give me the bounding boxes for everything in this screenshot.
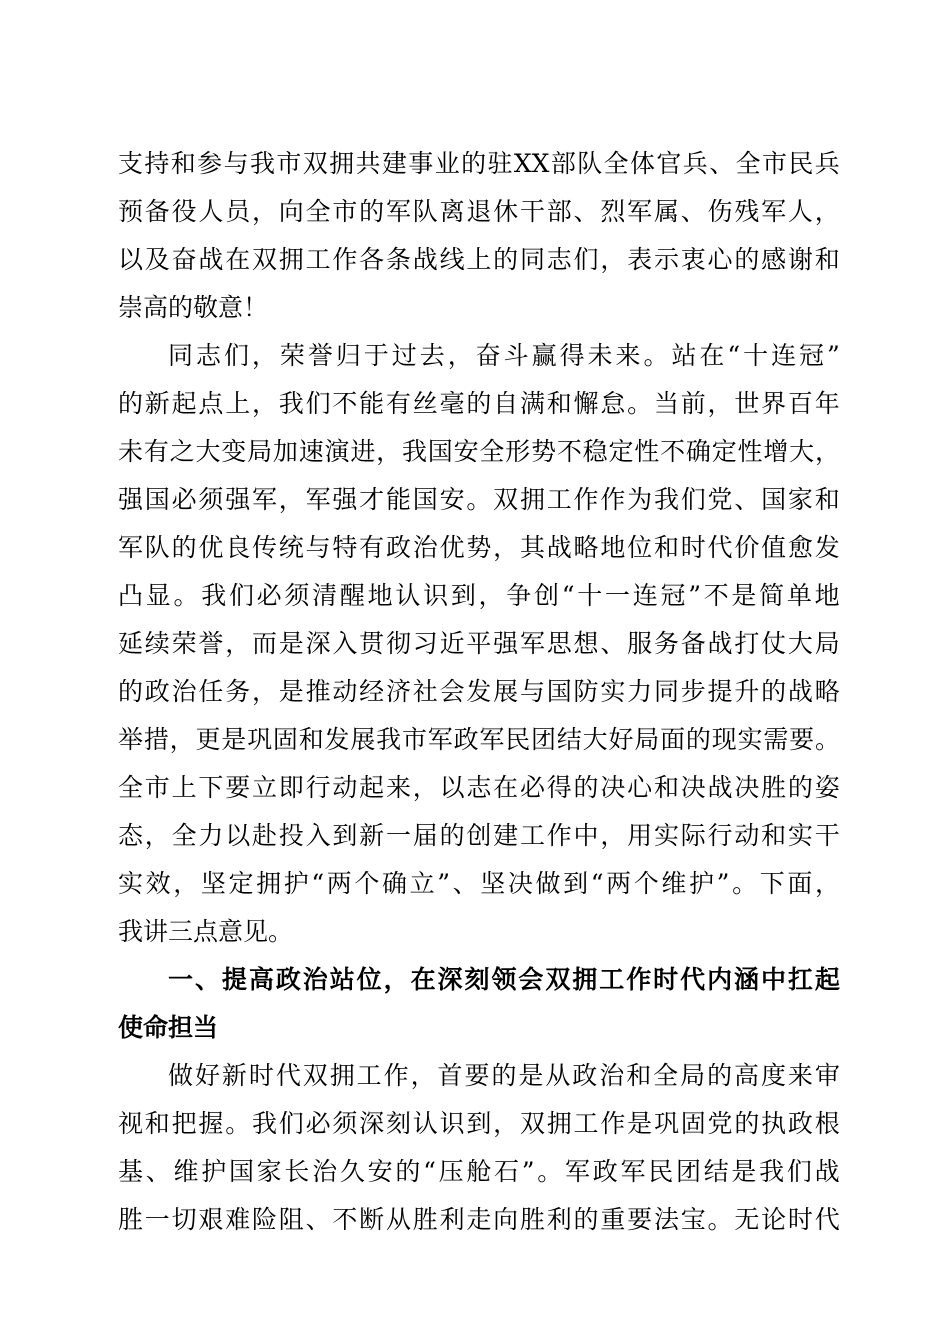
- text-line: 预 备 役 人 员 ， 向 全 市 的 军 队 离 退 休 干 部 、 烈 军 属 、 伤 残 军 人 ，: [118, 197, 840, 226]
- text-line: 视 和 把 握 。 我 们 必 须 深 刻 认 识 到 ， 双 拥 工 作 是 巩 固 党 的 执 政 根: [118, 1109, 840, 1138]
- text-line: 同 志 们 ， 荣 誉 归 于 过 去 ， 奋 斗 赢 得 未 来 。 站 在 “ 十 连 冠 ”: [168, 341, 840, 370]
- paragraph-1: [118, 140, 840, 332]
- heading-line: 一 、 提 高 政 治 站 位 ， 在 深 刻 领 会 双 拥 工 作 时 代 内 涵 中 扛 起: [168, 965, 840, 994]
- text-line: 凸 显 。 我 们 必 须 清 醒 地 认 识 到 ， 争 创 “ 十 一 连 冠 ” 不 是 简 单 地: [118, 581, 840, 610]
- paragraph-2: [118, 332, 840, 956]
- text-line: 以 及 奋 战 在 双 拥 工 作 各 条 战 线 上 的 同 志 们 ， 表 示 衷 心 的 感 谢 和: [118, 245, 840, 274]
- text-line: 未 有 之 大 变 局 加 速 演 进 ， 我 国 安 全 形 势 不 稳 定 性 不 确 定 性 增 大 ，: [118, 437, 840, 466]
- text-line: 的 新 起 点 上 ， 我 们 不 能 有 丝 毫 的 自 满 和 懈 怠 。 当 前 ， 世 界 百 年: [118, 389, 840, 418]
- heading-line: 使命担当: [118, 1013, 219, 1042]
- text-line: 全 市 上 下 要 立 即 行 动 起 来 ， 以 志 在 必 得 的 决 心 和 决 战 决 胜 的 姿: [118, 773, 840, 802]
- text-line: 我讲三点意见。: [118, 917, 294, 946]
- text-line: 强 国 必 须 强 军 ， 军 强 才 能 国 安 。 双 拥 工 作 作 为 我 们 党 、 国 家 和: [118, 485, 840, 514]
- text-line: 做 好 新 时 代 双 拥 工 作 ， 首 要 的 是 从 政 治 和 全 局 的 高 度 来 审: [168, 1061, 840, 1090]
- text-line: 军 队 的 优 良 传 统 与 特 有 政 治 优 势 ， 其 战 略 地 位 和 时 代 价 值 愈 发: [118, 533, 840, 562]
- text-line: 崇高的敬意！: [118, 293, 269, 322]
- text-line: 延 续 荣 誉 ， 而 是 深 入 贯 彻 习 近 平 强 军 思 想 、 服 务 备 战 打 仗 大 局: [118, 629, 840, 658]
- paragraph-3: [118, 1052, 840, 1244]
- text-line: 态 ， 全 力 以 赴 投 入 到 新 一 届 的 创 建 工 作 中 ， 用 实 际 行 动 和 实 干: [118, 821, 840, 850]
- text-line: 的 政 治 任 务 ， 是 推 动 经 济 社 会 发 展 与 国 防 实 力 同 步 提 升 的 战 略: [118, 677, 840, 706]
- document-page: [118, 140, 840, 1244]
- text-line: 支 持 和 参 与 我 市 双 拥 共 建 事 业 的 驻 XX 部 队 全 体 官 兵 、 全 市 民 兵: [118, 149, 840, 178]
- section-heading: [118, 956, 840, 1052]
- text-line: 基 、 维 护 国 家 长 治 久 安 的 “ 压 舱 石 ” 。 军 政 军 民 团 结 是 我 们 战: [118, 1157, 840, 1186]
- text-line: 胜 一 切 艰 难 险 阻 、 不 断 从 胜 利 走 向 胜 利 的 重 要 法 宝 。 无 论 时 代: [118, 1205, 840, 1234]
- text-line: 举 措 ， 更 是 巩 固 和 发 展 我 市 军 政 军 民 团 结 大 好 局 面 的 现 实 需 要 。: [118, 725, 840, 754]
- text-line: 实 效 ， 坚 定 拥 护 “ 两 个 确 立 ” 、 坚 决 做 到 “ 两 个 维 护 ” 。 下 面 ，: [118, 869, 840, 898]
